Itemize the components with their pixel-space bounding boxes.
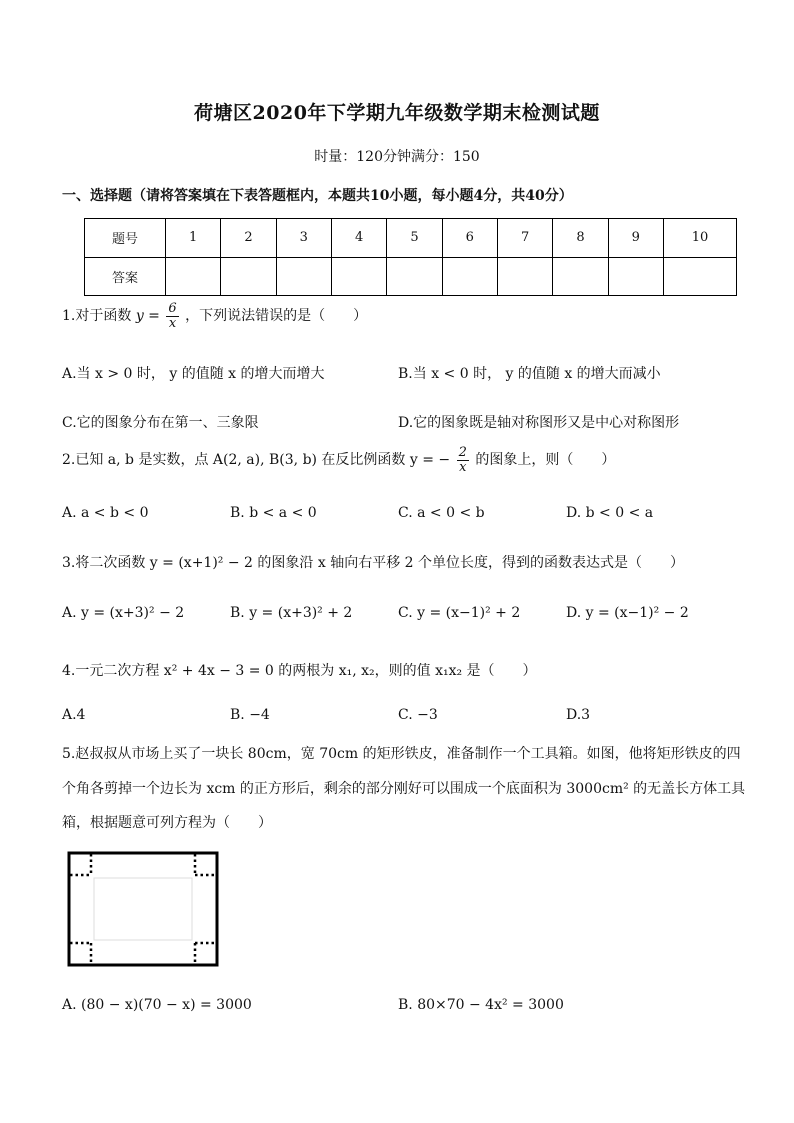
q4-option-a: A.4	[62, 707, 86, 723]
answer-table-answer-row	[85, 257, 737, 296]
q1-option-b: B.当 x < 0 时， y 的值随 x 的增大而减小	[398, 366, 661, 382]
question-number: 9	[608, 219, 663, 258]
cut-lines	[70, 854, 216, 964]
answer-cell[interactable]	[166, 257, 221, 296]
table-answer-label: 答案	[85, 257, 166, 296]
answer-cell[interactable]	[276, 257, 331, 296]
answer-cell[interactable]	[553, 257, 608, 296]
q5-option-a: A. (80 − x)(70 − x) = 3000	[62, 997, 252, 1013]
q4-option-b: B. −4	[230, 707, 270, 723]
q1-option-c: C.它的图象分布在第一、三象限	[62, 415, 259, 431]
table-header-label: 题号	[85, 219, 166, 258]
q2-fraction	[457, 446, 469, 474]
answer-cell[interactable]	[221, 257, 276, 296]
section-heading: 一、选择题（请将答案填在下表答题框内，本题共10小题，每小题4分，共40分）	[62, 188, 573, 204]
question-5-line-3: 箱，根据题意可列方程为（ ）	[62, 815, 272, 831]
question-number: 6	[442, 219, 497, 258]
question-number: 1	[166, 219, 221, 258]
question-number: 10	[664, 219, 737, 258]
question-number: 4	[331, 219, 386, 258]
exam-meta: 时量：120分钟满分：150	[314, 149, 480, 165]
question-number: 8	[553, 219, 608, 258]
sheet-diagram	[66, 850, 220, 968]
q2-frac-num: 2	[458, 445, 467, 460]
q3-option-a: A. y = (x+3)² − 2	[62, 605, 185, 621]
q2-suffix: 的图象上，则（ ）	[475, 452, 616, 469]
question-number: 2	[221, 219, 276, 258]
question-5-line-2: 个角各剪掉一个边长为 xcm 的正方形后，剩余的部分刚好可以围成一个底面积为 3000cm² 的无盖长方体工具	[62, 781, 746, 797]
q2-option-c: C. a < 0 < b	[398, 505, 485, 521]
q3-option-b: B. y = (x+3)² + 2	[230, 605, 353, 621]
q3-option-c: C. y = (x−1)² + 2	[398, 605, 521, 621]
q5-option-b: B. 80×70 − 4x² = 3000	[398, 997, 564, 1013]
answer-table-header-row	[85, 219, 737, 258]
answer-cell[interactable]	[608, 257, 663, 296]
q2-option-d: D. b < 0 < a	[566, 505, 654, 521]
question-3-stem: 3.将二次函数 y = (x+1)² − 2 的图象沿 x 轴向右平移 2 个单位长度，得到的函数表达式是（ ）	[62, 555, 685, 571]
question-1-stem	[62, 302, 367, 330]
q1-frac-den: x	[168, 315, 177, 331]
q1-option-a: A.当 x > 0 时， y 的值随 x 的增大而增大	[62, 366, 325, 382]
question-4-stem: 4.一元二次方程 x² + 4x − 3 = 0 的两根为 x₁, x₂，则的值 x₁x₂ 是（ ）	[62, 663, 537, 679]
q2-prefix: 2.已知 a, b 是实数，点 A(2, a), B(3, b) 在反比例函数 y = −	[62, 452, 451, 469]
answer-cell[interactable]	[497, 257, 552, 296]
q2-frac-den: x	[459, 459, 467, 475]
q3-option-d: D. y = (x−1)² − 2	[566, 605, 689, 621]
q1-frac-num: 6	[168, 301, 177, 316]
q1-fraction	[166, 302, 178, 330]
q1-prefix: 1.对于函数	[62, 308, 132, 325]
question-number: 3	[276, 219, 331, 258]
q1-func-lhs: y =	[135, 308, 160, 325]
question-number: 7	[497, 219, 552, 258]
q2-option-b: B. b < a < 0	[230, 505, 317, 521]
q4-option-c: C. −3	[398, 707, 438, 723]
sheet-outline	[69, 853, 217, 965]
page-title: 荷塘区2020年下学期九年级数学期末检测试题	[194, 102, 600, 124]
question-5-line-1: 5.赵叔叔从市场上买了一块长 80cm，宽 70cm 的矩形铁皮，准备制作一个工具箱。如图，他将矩形铁皮的四	[62, 746, 741, 762]
question-2-stem	[62, 446, 615, 474]
answer-table	[84, 218, 737, 296]
inner-base	[94, 878, 192, 940]
question-number: 5	[387, 219, 442, 258]
q1-suffix: ，下列说法错误的是（ ）	[185, 308, 368, 325]
answer-cell[interactable]	[664, 257, 737, 296]
answer-cell[interactable]	[387, 257, 442, 296]
q2-option-a: A. a < b < 0	[62, 505, 149, 521]
q4-option-d: D.3	[566, 707, 591, 723]
answer-cell[interactable]	[331, 257, 386, 296]
answer-cell[interactable]	[442, 257, 497, 296]
q1-option-d: D.它的图象既是轴对称图形又是中心对称图形	[398, 415, 680, 431]
